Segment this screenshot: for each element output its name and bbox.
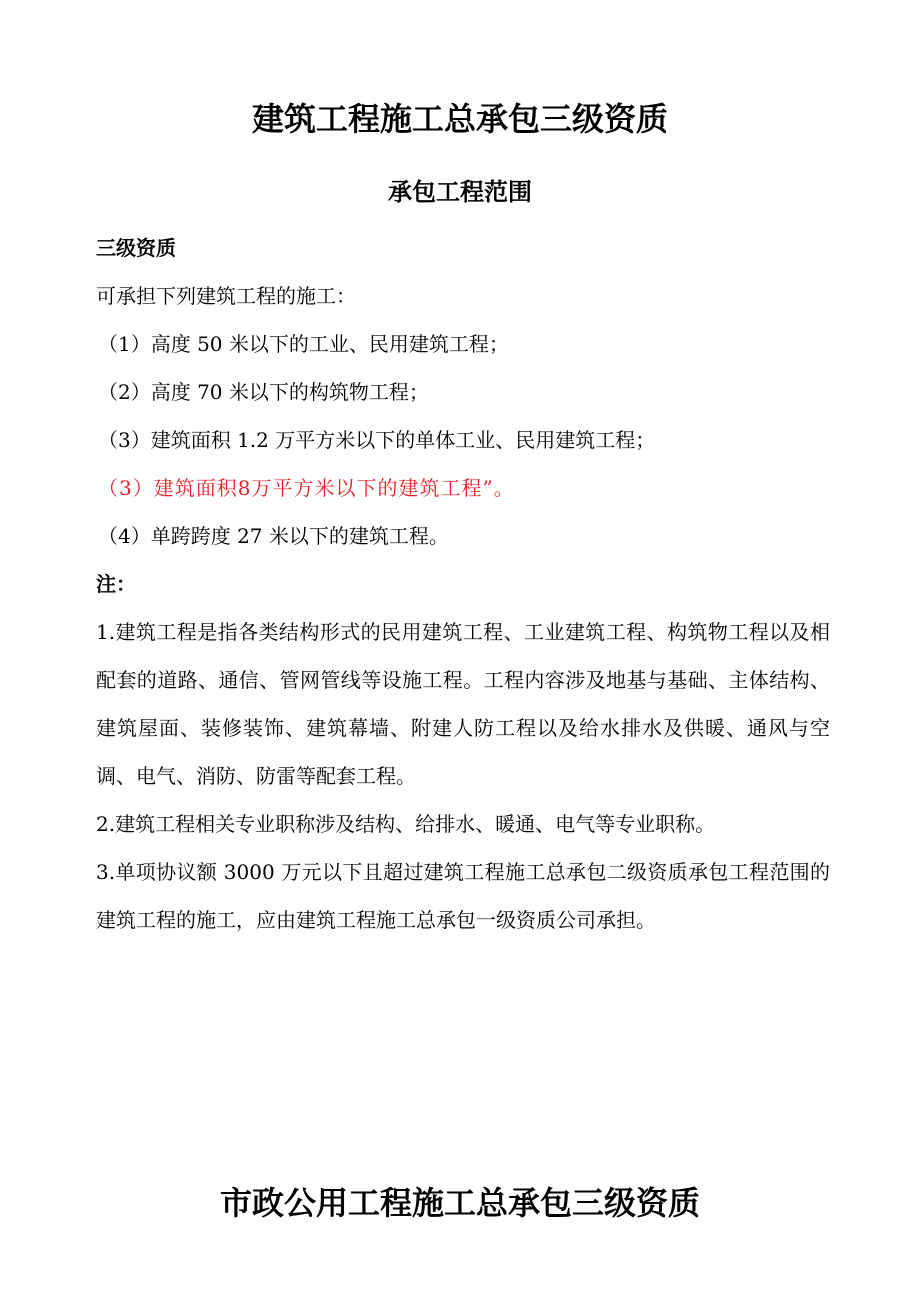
intro-text: 可承担下列建筑工程的施工： — [96, 284, 356, 308]
scope-item-1: （1）高度 50 米以下的工业、民用建筑工程； — [98, 332, 509, 356]
scope-item-3: （3）建筑面积 1.2 万平方米以下的单体工业、民用建筑工程； — [98, 428, 656, 452]
section-label: 三级资质 — [96, 236, 176, 260]
scope-item-2: （2）高度 70 米以下的构筑物工程； — [98, 380, 429, 404]
note-3: 3.单项协议额 3000 万元以下且超过建筑工程施工总承包二级资质承包工程范围的建筑工程的施工，应由建筑工程施工总承包一级资质公司承担。 — [96, 860, 830, 932]
note-2: 2.建筑工程相关专业职称涉及结构、给排水、暖通、电气等专业职称。 — [96, 812, 716, 836]
document-body — [96, 224, 830, 944]
next-section-title: 市政公用工程施工总承包三级资质 — [219, 1184, 700, 1222]
document-subtitle: 承包工程范围 — [388, 178, 532, 206]
scope-item-4: （4）单跨跨度 27 米以下的建筑工程。 — [98, 524, 449, 548]
document-title: 建筑工程施工总承包三级资质 — [251, 100, 668, 138]
note-1: 1.建筑工程是指各类结构形式的民用建筑工程、工业建筑工程、构筑物工程以及相配套的道路、通信、管网管线等设施工程。工程内容涉及地基与基础、主体结构、建筑屋面、装修装饰、建筑幕墙、附建人防工程以及给水排水及供暖、通风与空调、电气、消防、防雷等配套工程。 — [96, 620, 830, 788]
notes-label: 注： — [96, 572, 136, 596]
scope-item-highlighted: （3）建筑面积8万平方米以下的建筑工程”。 — [98, 476, 515, 500]
